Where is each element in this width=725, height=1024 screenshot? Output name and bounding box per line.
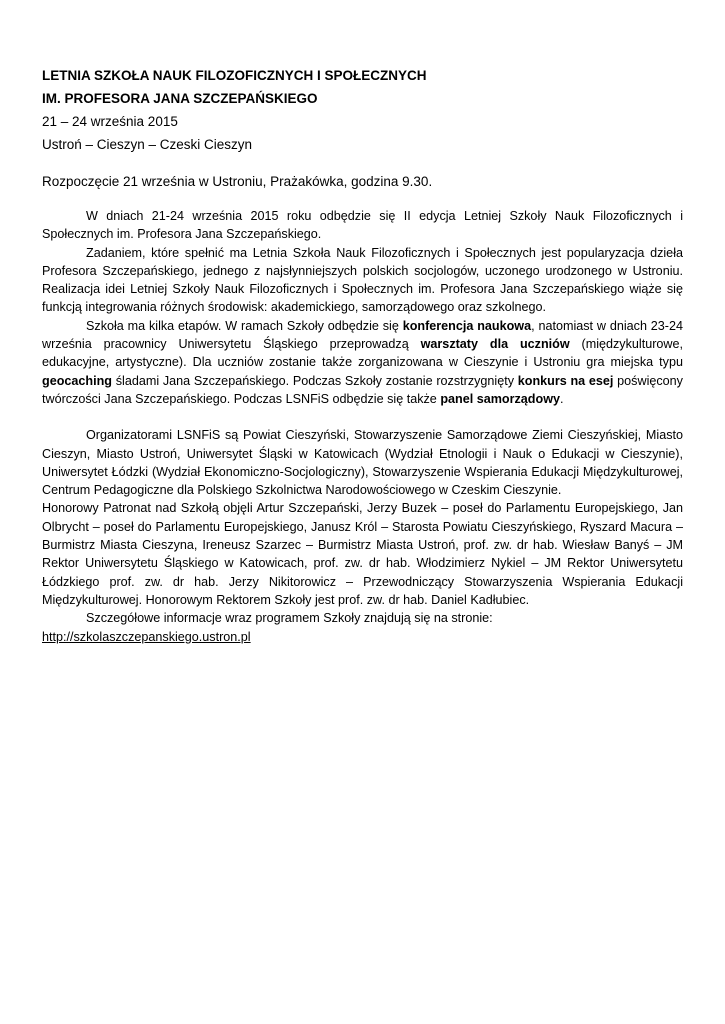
paragraph-organizers: Organizatorami LSNFiS są Powiat Cieszyński, Stowarzyszenie Samorządowe Ziemi Cieszyńskiej, Miasto Cieszyn, Miasto Ustroń, Uniwersytet Śląski w Katowicach (Wydział Etnologii i Nauk o Edukacji w Cieszynie), Uniwersytet Łódzki (Wydział Ekonomiczno-Socjologiczny), Stowarzyszenie Wspierania Edukacji Międzykulturowej, Centrum Pedagogiczne dla Polskiego Szkolnictwa Narodowościowego w Czeskim Cieszynie. (42, 428, 683, 498)
header-title-line2: IM. PROFESORA JANA SZCZEPAŃSKIEGO (42, 91, 318, 106)
paragraph-patronage: Honorowy Patronat nad Szkołą objęli Artur Szczepański, Jerzy Buzek – poseł do Parlamentu Europejskiego, Jan Olbrycht – poseł do Parlamentu Europejskiego, Janusz Król – Starosta Powiatu Cieszyńskiego, Ryszard Macura – Burmistrz Miasta Cieszyna, Ireneusz Szarzec – Burmistrz Miasta Ustroń, prof. zw. dr hab. Wiesław Banyś – JM Rektor Uniwersytetu Śląskiego w Katowicach, prof. zw. dr hab. Włodzimierz Nykiel – JM Rektor Uniwersytetu Łódzkiego prof. zw. dr hab. Jerzy Nikitorowicz – Przewodniczący Stowarzyszenia Wspierania Edukacji Międzykulturowej. Honorowym Rektorem Szkoły jest prof. zw. dr hab. Daniel Kadłubiec. (42, 501, 683, 607)
bold-panel: panel samorządowy (440, 391, 560, 406)
start-info: Rozpoczęcie 21 września w Ustroniu, Prażakówka, godzina 9.30. (42, 174, 433, 189)
website-link[interactable]: http://szkolaszczepanskiego.ustron.pl (42, 629, 251, 644)
paragraph-link (42, 628, 683, 646)
header-places: Ustroń – Cieszyn – Czeski Cieszyn (42, 137, 253, 152)
paragraph-details: Szczegółowe informacje wraz programem Szkoły znajdują się na stronie: (86, 611, 493, 626)
header-dates: 21 – 24 września 2015 (42, 114, 178, 129)
bold-geocaching: geocaching (42, 373, 112, 388)
paragraph-goal: Zadaniem, które spełnić ma Letnia Szkoła Nauk Filozoficznych i Społecznych jest popularyzacja dzieła Profesora Szczepańskiego, jednego z najsłynniejszych polskich socjologów, uczonego urodzonego w Ustroniu. Realizacja idei Letniej Szkoły Nauk Filozoficznych i Społecznych im. Profesora Jana Szczepańskiego wiąże się funkcją integrowania różnych środowisk: akademickiego, samorządowego oraz szkolnego. (42, 245, 683, 315)
bold-essay-contest: konkurs na esej (517, 373, 614, 388)
header-title-line1: LETNIA SZKOŁA NAUK FILOZOFICZNYCH I SPOŁECZNYCH (42, 68, 427, 83)
header-block (42, 64, 683, 156)
document-body (42, 207, 683, 646)
paragraph-gap (42, 408, 683, 426)
paragraph-intro: W dniach 21-24 września 2015 roku odbędzie się II edycja Letniej Szkoły Nauk Filozoficznych i Społecznych im. Profesora Jana Szczepańskiego. (42, 209, 683, 242)
paragraph-stages: Szkoła ma kilka etapów. W ramach Szkoły odbędzie się konferencja naukowa, natomiast w dniach 23-24 września pracownicy Uniwersytetu Śląskiego przeprowadzą warsztaty dla uczniów (międzykulturowe, edukacyjne, artystyczne). Dla uczniów zostanie także zorganizowana w Cieszynie i Ustroniu gra miejska typu geocaching śladami Jana Szczepańskiego. Podczas Szkoły zostanie rozstrzygnięty konkurs na esej poświęcony twórczości Jana Szczepańskiego. Podczas LSNFiS odbędzie się także panel samorządowy. (42, 318, 684, 406)
bold-workshops: warsztaty dla uczniów (420, 337, 570, 352)
bold-conference: konferencja naukowa (402, 318, 532, 333)
